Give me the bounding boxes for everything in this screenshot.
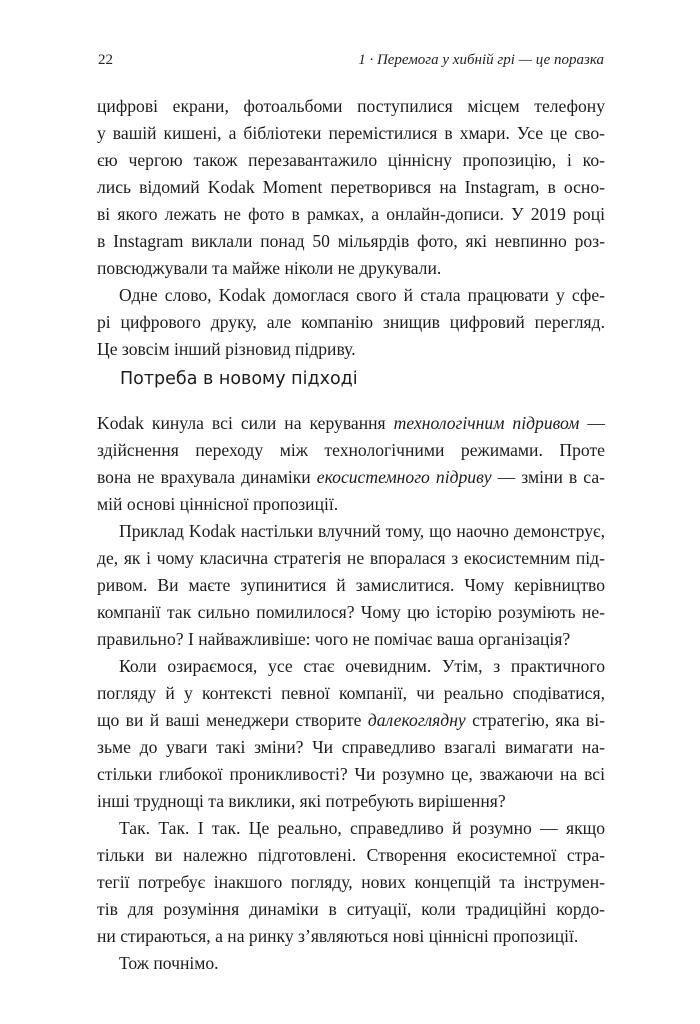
- text-line: повсюджували та майже ніколи не друкували.: [97, 258, 442, 278]
- text-line: стільки глибокої проникливості? Чи розумно це, зважаючи на всі: [97, 764, 605, 784]
- running-title: 1 · Перемога у хибній грі — це поразка: [358, 52, 604, 68]
- page-number: 22: [98, 52, 113, 68]
- italic-term: далекоглядну: [367, 710, 466, 730]
- text-line: тегії потребує інакшого погляду, нових концепцій та інструмен-: [97, 872, 605, 892]
- text-line: ни стираються, а на ринку з’являються нові ціннісні пропозиції.: [97, 926, 579, 946]
- text-line: єю чергою також перезавантажило ціннісну пропозицію, і ко-: [97, 150, 605, 170]
- text-line: [97, 410, 605, 437]
- page-header: [98, 52, 604, 72]
- text-run: — зміни в са-: [491, 467, 606, 487]
- italic-term: екосистемного підриву: [316, 467, 492, 487]
- text-line: в Instagram виклали понад 50 мільярдів фото, які невпинно роз-: [97, 231, 605, 251]
- text-line: Одне слово, Kodak домоглася свого й стала працювати у сфе-: [119, 285, 605, 305]
- text-run: що ви й ваші менеджери створите: [97, 710, 368, 730]
- text-block-top: [97, 93, 605, 363]
- text-line: [97, 707, 605, 734]
- text-line: тів для розуміння динаміки в ситуації, коли традиційні кордо-: [97, 899, 605, 919]
- text-line: здійснення переходу між технологічними режимами. Проте: [97, 440, 605, 460]
- text-line: погляду й у контексті певної компанії, чи реально сподіватися,: [97, 683, 605, 703]
- text-line: тільки ви належно підготовлені. Створення екосистемної стра-: [97, 845, 605, 865]
- text-line: у вашій кишені, а бібліотеки перемістилися в хмари. Усе це сво-: [97, 123, 605, 143]
- italic-term: технологічним підривом: [393, 413, 580, 433]
- text-line: компанії так сильно помилилося? Чому цю історію розуміють не-: [97, 602, 605, 622]
- text-line: лись відомий Kodak Moment перетворився на Instagram, в осно-: [97, 177, 605, 197]
- text-line: Коли озираємося, усе стає очевидним. Утім, з практичного: [119, 656, 605, 676]
- text-line: рі цифрового друку, але компанію знищив цифровий перегляд.: [97, 312, 605, 332]
- text-line: Так. Так. І так. Це реально, справедливо й розумно — якщо: [119, 818, 605, 838]
- text-line: ві якого лежать не фото в рамках, а онлайн-дописи. У 2019 році: [97, 204, 605, 224]
- section-heading: Потреба в новому підході: [120, 369, 358, 389]
- text-run: стратегію, яка ві-: [465, 710, 605, 730]
- text-run: Kodak кинула всі сили на керування: [97, 413, 394, 433]
- text-run: вона не врахувала динаміки: [97, 467, 317, 487]
- text-line: ривом. Ви маєте зупинитися й замислитися. Чому керівництво: [97, 575, 605, 595]
- text-line: правильно? І найважливіше: чого не помічає ваша організація?: [97, 629, 571, 649]
- text-line: де, як і чому класична стратегія не впоралася з екосистемним під-: [97, 548, 605, 568]
- text-line: мій основі ціннісної пропозиції.: [97, 494, 339, 514]
- text-line: Приклад Kodak настільки влучний тому, що наочно демонструє,: [119, 521, 605, 541]
- text-block-section: [97, 410, 605, 977]
- text-line: Це зовсім інший різновид підриву.: [97, 339, 356, 359]
- text-line: цифрові екрани, фотоальбоми поступилися місцем телефону: [97, 96, 605, 116]
- text-line: зьме до уваги такі зміни? Чи справедливо взагалі вимагати на-: [97, 737, 605, 757]
- text-line: інші труднощі та виклики, які потребують вирішення?: [97, 791, 506, 811]
- text-line: Тож почнімо.: [119, 953, 219, 973]
- text-run: —: [579, 413, 605, 433]
- text-line: [97, 464, 605, 491]
